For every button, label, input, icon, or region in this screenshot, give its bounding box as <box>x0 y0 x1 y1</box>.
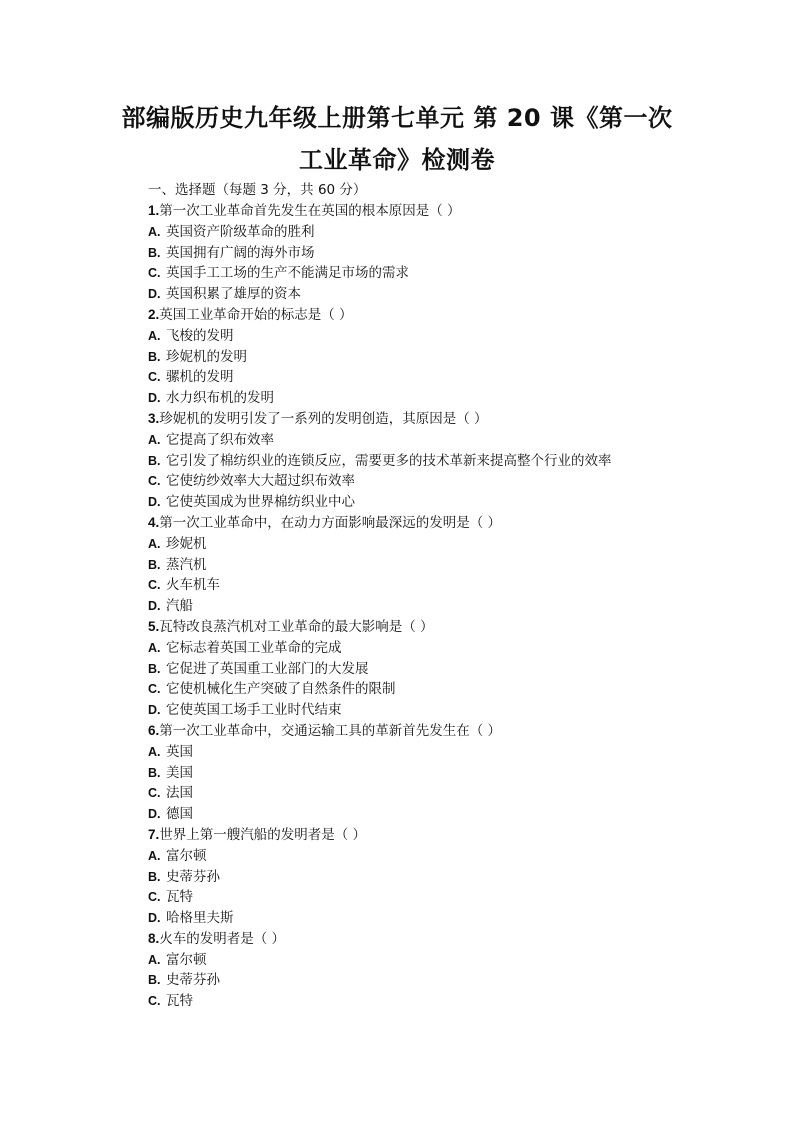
answer-option <box>148 347 748 368</box>
answer-option <box>148 263 748 284</box>
option-text: 史蒂芬孙 <box>166 972 220 989</box>
question-text: 瓦特改良蒸汽机对工业革命的最大影响是（ ） <box>159 618 434 635</box>
answer-option <box>148 388 748 409</box>
option-text: 珍妮机 <box>166 535 207 552</box>
answer-option <box>148 679 748 700</box>
question-number: 2. <box>148 306 160 322</box>
question-number: 3. <box>148 410 160 426</box>
question-stem <box>148 617 748 638</box>
question-stem <box>148 721 748 742</box>
answer-option <box>148 222 748 243</box>
option-letter: A. <box>148 744 161 759</box>
question-stem <box>148 305 748 326</box>
option-letter: A. <box>148 328 161 343</box>
option-letter: D. <box>148 807 161 822</box>
option-letter: C. <box>148 266 161 281</box>
option-text: 美国 <box>166 764 193 781</box>
option-text: 英国积累了雄厚的资本 <box>166 286 301 303</box>
answer-option <box>148 783 748 804</box>
option-text: 飞梭的发明 <box>166 327 234 344</box>
question-text: 第一次工业革命首先发生在英国的根本原因是（ ） <box>159 203 461 219</box>
option-text: 它引发了棉纺织业的连锁反应，需要更多的技术革新来提高整个行业的效率 <box>166 452 612 469</box>
answer-option <box>148 763 748 784</box>
option-letter: C. <box>148 994 161 1009</box>
option-letter: D. <box>148 287 161 302</box>
option-letter: B. <box>148 349 161 364</box>
option-text: 珍妮机的发明 <box>166 348 247 365</box>
answer-option <box>148 534 748 555</box>
option-letter: C. <box>148 682 161 697</box>
option-text: 汽船 <box>166 598 193 615</box>
option-text: 哈格里夫斯 <box>166 910 234 927</box>
option-letter: B. <box>148 973 161 988</box>
question-list <box>148 201 748 1012</box>
answer-option <box>148 700 748 721</box>
option-letter: D. <box>148 599 161 614</box>
option-text: 水力织布机的发明 <box>166 390 274 407</box>
question-stem <box>148 513 748 534</box>
answer-option <box>148 430 748 451</box>
section-heading: 一、选择题（每题 3 分，共 60 分） <box>148 182 367 198</box>
option-letter: A. <box>148 224 161 239</box>
option-letter: D. <box>148 391 161 406</box>
answer-option <box>148 638 748 659</box>
option-letter: B. <box>148 245 161 260</box>
answer-option <box>148 326 748 347</box>
question-text: 火车的发明者是（ ） <box>159 930 286 947</box>
document-title-line-1: 部编版历史九年级上册第七单元 第 20 课《第一次 <box>121 104 673 132</box>
answer-option <box>148 284 748 305</box>
option-letter: C. <box>148 578 161 593</box>
answer-option <box>148 575 748 596</box>
option-text: 骡机的发明 <box>166 369 234 386</box>
option-text: 它提高了织布效率 <box>166 431 274 448</box>
option-letter: D. <box>148 703 161 718</box>
question-stem <box>148 201 748 222</box>
option-letter: C. <box>148 786 161 801</box>
option-letter: C. <box>148 474 161 489</box>
answer-option <box>148 991 748 1012</box>
option-text: 史蒂芬孙 <box>166 868 220 885</box>
question-number: 8. <box>148 930 160 946</box>
option-letter: B. <box>148 869 161 884</box>
option-text: 富尔顿 <box>166 847 207 864</box>
question-stem <box>148 929 748 950</box>
answer-option <box>148 970 748 991</box>
answer-option <box>148 555 748 576</box>
question-text: 英国工业革命开始的标志是（ ） <box>159 306 353 323</box>
option-letter: C. <box>148 370 161 385</box>
option-text: 火车机车 <box>166 577 220 594</box>
answer-option <box>148 950 748 971</box>
answer-option <box>148 742 748 763</box>
option-letter: B. <box>148 765 161 780</box>
answer-option <box>148 243 748 264</box>
question-text: 珍妮机的发明引发了一系列的发明创造，其原因是（ ） <box>159 410 488 427</box>
answer-option <box>148 492 748 513</box>
question-text: 第一次工业革命中，交通运输工具的革新首先发生在（ ） <box>159 722 502 739</box>
option-text: 它使英国工场手工业时代结束 <box>166 702 342 719</box>
option-letter: B. <box>148 453 161 468</box>
option-text: 英国拥有广阔的海外市场 <box>166 244 315 261</box>
question-number: 7. <box>148 826 160 842</box>
answer-option <box>148 659 748 680</box>
option-letter: A. <box>148 536 161 551</box>
answer-option <box>148 804 748 825</box>
option-text: 富尔顿 <box>166 951 207 968</box>
option-text: 法国 <box>166 785 193 802</box>
option-text: 瓦特 <box>166 993 193 1010</box>
option-text: 它使纺纱效率大大超过织布效率 <box>166 473 355 490</box>
question-text: 第一次工业革命中，在动力方面影响最深远的发明是（ ） <box>159 514 502 531</box>
option-text: 英国手工工场的生产不能满足市场的需求 <box>166 265 409 282</box>
option-letter: B. <box>148 557 161 572</box>
question-number: 6. <box>148 722 160 738</box>
question-stem <box>148 825 748 846</box>
answer-option <box>148 596 748 617</box>
answer-option <box>148 908 748 929</box>
option-text: 德国 <box>166 806 193 823</box>
option-letter: C. <box>148 890 161 905</box>
question-number: 5. <box>148 618 160 634</box>
option-text: 它使机械化生产突破了自然条件的限制 <box>166 681 396 698</box>
document-title-line-2: 工业革命》检测卷 <box>299 146 495 174</box>
option-letter: B. <box>148 661 161 676</box>
option-text: 瓦特 <box>166 889 193 906</box>
answer-option <box>148 471 748 492</box>
question-number: 1. <box>148 203 160 218</box>
option-letter: A. <box>148 848 161 863</box>
question-text: 世界上第一艘汽船的发明者是（ ） <box>159 826 367 843</box>
option-text: 英国资产阶级革命的胜利 <box>166 223 315 240</box>
answer-option <box>148 451 748 472</box>
option-text: 它使英国成为世界棉纺织业中心 <box>166 494 355 511</box>
question-number: 4. <box>148 514 160 530</box>
answer-option <box>148 367 748 388</box>
answer-option <box>148 867 748 888</box>
answer-option <box>148 846 748 867</box>
option-text: 它促进了英国重工业部门的大发展 <box>166 660 369 677</box>
option-letter: A. <box>148 640 161 655</box>
question-stem <box>148 409 748 430</box>
option-letter: D. <box>148 495 161 510</box>
option-text: 它标志着英国工业革命的完成 <box>166 639 342 656</box>
option-letter: A. <box>148 952 161 967</box>
option-letter: A. <box>148 432 161 447</box>
answer-option <box>148 887 748 908</box>
option-letter: D. <box>148 911 161 926</box>
option-text: 蒸汽机 <box>166 556 207 573</box>
option-text: 英国 <box>166 743 193 760</box>
